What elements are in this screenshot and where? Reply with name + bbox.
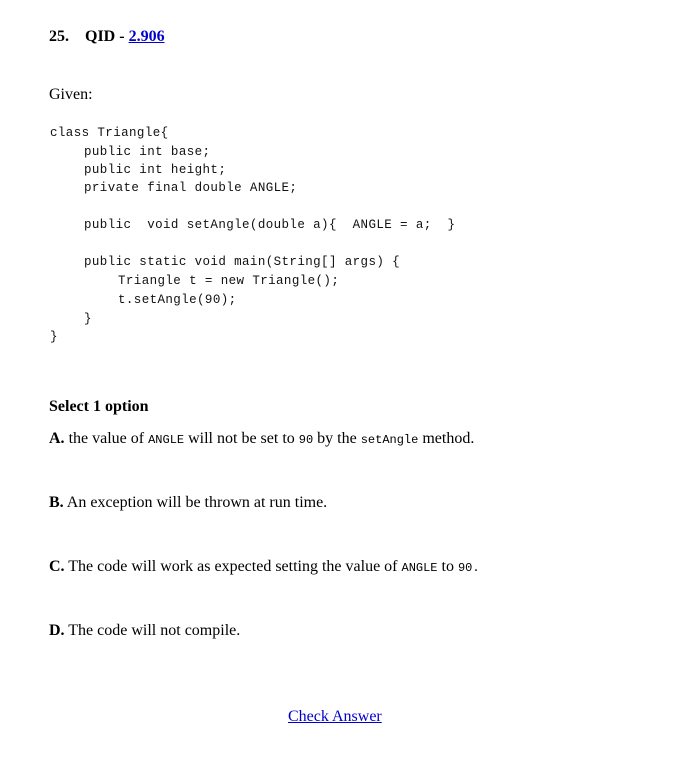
code-line: public int base;: [84, 145, 211, 159]
question-header: [49, 28, 165, 46]
option-a[interactable]: [49, 430, 474, 448]
option-d[interactable]: [49, 622, 240, 640]
qid-link[interactable]: 2.906: [128, 28, 165, 45]
code-line: public int height;: [84, 163, 227, 177]
option-letter: B.: [49, 494, 64, 511]
option-letter: C.: [49, 558, 65, 575]
option-text: An exception will be thrown at run time.: [66, 494, 328, 511]
option-code: setAngle: [360, 433, 419, 447]
question-number: 25.: [49, 28, 69, 45]
option-c[interactable]: [49, 558, 480, 576]
option-text: method.: [422, 430, 475, 447]
option-code: ANGLE: [148, 433, 185, 447]
qid-prefix: QID -: [85, 28, 125, 45]
option-code: ANGLE: [401, 561, 438, 575]
option-b[interactable]: [49, 494, 327, 512]
code-line: private final double ANGLE;: [84, 181, 298, 195]
select-option-label: Select 1 option: [49, 398, 149, 415]
code-line: }: [50, 330, 58, 344]
option-text: The code will work as expected setting the value of: [68, 558, 398, 575]
code-line: public void setAngle(double a){ ANGLE = a; }: [84, 218, 456, 232]
code-line: public static void main(String[] args) {: [84, 255, 401, 269]
code-line: Triangle t = new Triangle();: [118, 274, 340, 288]
option-text: to: [441, 558, 454, 575]
code-line: }: [84, 312, 92, 326]
given-label: Given:: [49, 86, 93, 103]
code-line: class Triangle{: [50, 126, 169, 140]
check-answer-link[interactable]: Check Answer: [288, 708, 382, 725]
option-letter: D.: [49, 622, 65, 639]
option-code: 90.: [457, 561, 480, 575]
option-text: the value of: [68, 430, 145, 447]
code-line: t.setAngle(90);: [118, 293, 237, 307]
option-text: will not be set to: [188, 430, 295, 447]
option-text: by the: [317, 430, 357, 447]
option-letter: A.: [49, 430, 65, 447]
option-text: The code will not compile.: [68, 622, 241, 639]
option-code: 90: [298, 433, 314, 447]
